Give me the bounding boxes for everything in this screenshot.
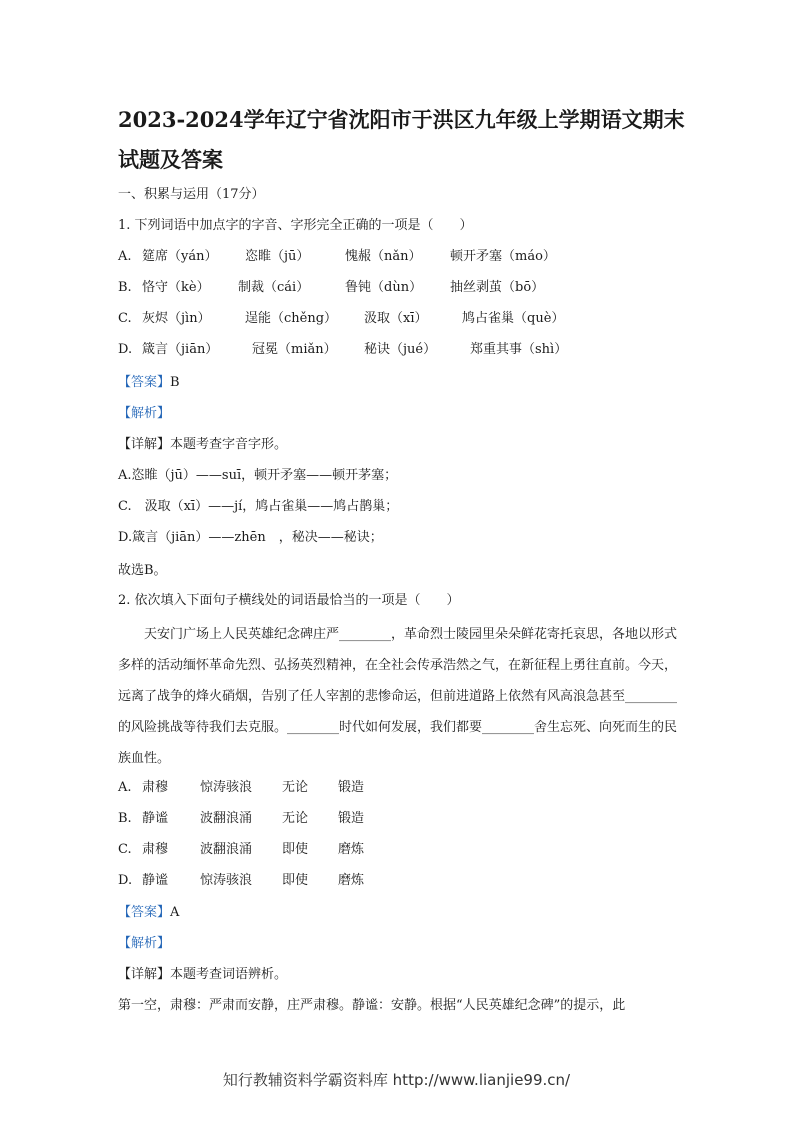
detail-line: A.恣睢（jū）——suī，顿开矛塞——顿开茅塞； bbox=[118, 468, 398, 483]
answer-line bbox=[118, 904, 179, 922]
option-word: 灰烬（jìn） bbox=[142, 311, 211, 326]
detail-line: C. 汲取（xī）——jí，鸠占雀巢——鸠占鹊巢； bbox=[118, 499, 399, 514]
option-word: 肃穆 bbox=[142, 842, 169, 857]
option-word: 惊涛骇浪 bbox=[200, 873, 253, 888]
detail-tag: 【详解】 bbox=[118, 967, 171, 982]
option-word: 即使 bbox=[282, 873, 309, 888]
question-2-stem: 2. 依次填入下面句子横线处的词语最恰当的一项是（ ） bbox=[118, 593, 460, 608]
option-word: 无论 bbox=[282, 811, 309, 826]
option-word: 顿开矛塞（máo） bbox=[450, 249, 556, 264]
option-word: 肃穆 bbox=[142, 780, 169, 795]
option-word: 磨炼 bbox=[338, 842, 365, 857]
detail-text: 本题考查词语辨析。 bbox=[170, 967, 288, 982]
document-title: 2023-2024学年辽宁省沈阳市于洪区九年级上学期语文期末试题及答案 bbox=[118, 107, 685, 172]
option-word: 抽丝剥茧（bō） bbox=[450, 280, 545, 295]
option-word: 筵席（yán） bbox=[142, 249, 218, 264]
option-word: 磨炼 bbox=[338, 873, 365, 888]
footer-watermark: 知行教辅资料学霸资料库 http://www.lianjie99.cn/ bbox=[222, 1071, 571, 1089]
option-letter: C. bbox=[118, 842, 132, 857]
option-word: 制裁（cái） bbox=[238, 280, 310, 295]
option-word: 波翻浪涌 bbox=[200, 842, 253, 857]
analysis-label: 【解析】 bbox=[118, 406, 171, 421]
option-word: 惊涛骇浪 bbox=[200, 780, 253, 795]
analysis-tag bbox=[118, 405, 170, 423]
answer-tag: 【答案】 bbox=[118, 375, 171, 390]
option-letter: B. bbox=[118, 280, 132, 295]
option-word: 波翻浪涌 bbox=[200, 811, 253, 826]
analysis-label: 【解析】 bbox=[118, 936, 171, 951]
option-letter: A. bbox=[118, 780, 132, 795]
option-word: 逞能（chěng） bbox=[245, 311, 338, 326]
option-word: 即使 bbox=[282, 842, 309, 857]
detail-line bbox=[118, 966, 287, 984]
detail-line: 第一空，肃穆：严肃而安静，庄严肃穆。静谧：安静。根据“人民英雄纪念碑”的提示，此 bbox=[118, 998, 626, 1013]
option-word: 鲁钝（dùn） bbox=[345, 280, 423, 295]
option-word: 恣睢（jū） bbox=[245, 249, 310, 264]
answer-value: A bbox=[170, 905, 180, 920]
question-1-stem: 1. 下列词语中加点字的字音、字形完全正确的一项是（ ） bbox=[118, 218, 473, 233]
option-word: 恪守（kè） bbox=[142, 280, 210, 295]
option-word: 秘诀（jué） bbox=[364, 342, 437, 357]
detail-line: 故选B。 bbox=[118, 563, 167, 578]
option-word: 汲取（xī） bbox=[364, 311, 428, 326]
option-word: 静谧 bbox=[142, 811, 169, 826]
option-word: 锻造 bbox=[338, 811, 365, 826]
option-letter: B. bbox=[118, 811, 132, 826]
option-word: 无论 bbox=[282, 780, 309, 795]
section-heading: 一、积累与运用（17分） bbox=[118, 187, 265, 202]
answer-tag: 【答案】 bbox=[118, 905, 171, 920]
option-word: 郑重其事（shì） bbox=[470, 342, 568, 357]
question-2-passage: 天安门广场上人民英雄纪念碑庄严________，革命烈士陵园里朵朵鲜花寄托哀思，各地以形式多样的活动缅怀革命先烈、弘扬英烈精神，在全社会传承浩然之气，在新征程上勇往直前。今天，远离了战争的烽火硝烟，告别了任人宰割的悲惨命运，但前进道路上依然有风高浪急甚至________的风险挑战等待我们去克服。________时代如何发展，我们都要________舍生忘死、向死而生的民族血性。 bbox=[118, 627, 678, 766]
option-letter: D. bbox=[118, 873, 133, 888]
answer-line bbox=[118, 374, 180, 392]
detail-line bbox=[118, 436, 287, 454]
option-word: 冠冕（miǎn） bbox=[252, 342, 337, 357]
option-letter: D. bbox=[118, 342, 133, 357]
option-word: 鸠占雀巢（què） bbox=[462, 311, 565, 326]
option-letter: A. bbox=[118, 249, 132, 264]
option-word: 锻造 bbox=[338, 780, 365, 795]
detail-text: 本题考查字音字形。 bbox=[170, 437, 288, 452]
option-letter: C. bbox=[118, 311, 132, 326]
answer-value: B bbox=[170, 375, 180, 390]
option-word: 静谧 bbox=[142, 873, 169, 888]
detail-tag: 【详解】 bbox=[118, 437, 171, 452]
analysis-tag bbox=[118, 935, 170, 953]
detail-line: D.箴言（jiān）——zhēn ，秘决——秘诀； bbox=[118, 530, 383, 545]
option-word: 愧赧（nǎn） bbox=[345, 249, 422, 264]
option-word: 箴言（jiān） bbox=[142, 342, 219, 357]
